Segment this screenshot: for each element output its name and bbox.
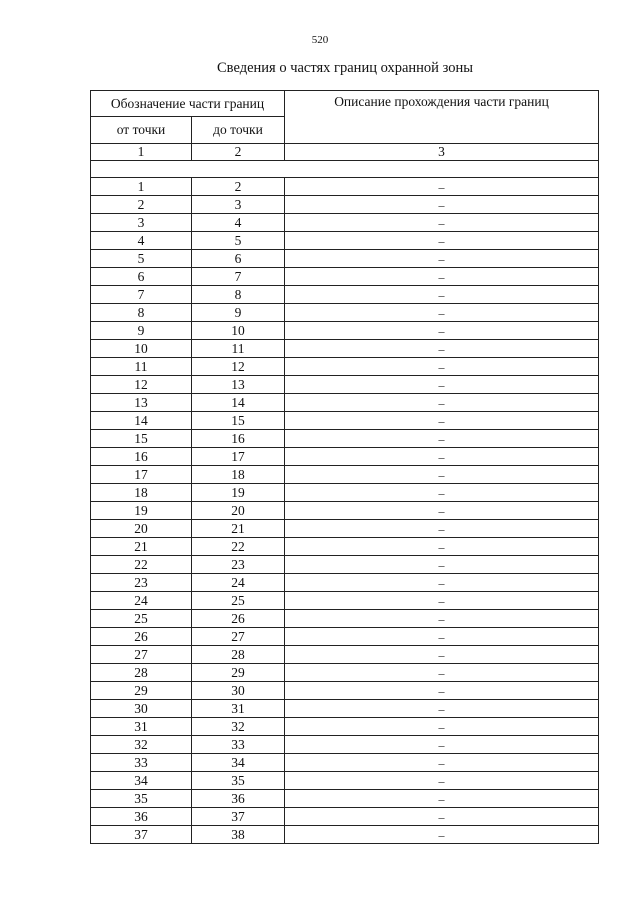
- from-point-cell: 6: [91, 268, 192, 286]
- to-point-cell: 21: [192, 520, 285, 538]
- table-row: [91, 250, 599, 268]
- to-point-cell: 14: [192, 394, 285, 412]
- to-point-cell: 9: [192, 304, 285, 322]
- table-row: [91, 322, 599, 340]
- description-cell: –: [285, 502, 599, 520]
- description-cell: –: [285, 394, 599, 412]
- table-row: [91, 394, 599, 412]
- description-cell: –: [285, 250, 599, 268]
- from-point-cell: 10: [91, 340, 192, 358]
- table-body: [91, 161, 599, 844]
- table-row: [91, 610, 599, 628]
- to-point-cell: 23: [192, 556, 285, 574]
- to-point-cell: 13: [192, 376, 285, 394]
- description-cell: –: [285, 646, 599, 664]
- from-point-cell: 25: [91, 610, 192, 628]
- document-title: Сведения о частях границ охранной зоны: [217, 60, 473, 76]
- table-row: [91, 358, 599, 376]
- table-row: [91, 520, 599, 538]
- to-point-cell: 11: [192, 340, 285, 358]
- from-point-cell: 21: [91, 538, 192, 556]
- description-cell: –: [285, 484, 599, 502]
- description-cell: –: [285, 448, 599, 466]
- to-point-cell: 27: [192, 628, 285, 646]
- header-to-point: до точки: [192, 117, 285, 144]
- header-from-point: от точки: [91, 117, 192, 144]
- from-point-cell: 28: [91, 664, 192, 682]
- description-cell: –: [285, 412, 599, 430]
- description-cell: –: [285, 718, 599, 736]
- table-row: [91, 808, 599, 826]
- boundary-table: [90, 90, 599, 844]
- table-row: [91, 214, 599, 232]
- from-point-cell: 36: [91, 808, 192, 826]
- description-cell: –: [285, 610, 599, 628]
- table-row: [91, 430, 599, 448]
- to-point-cell: 5: [192, 232, 285, 250]
- description-cell: –: [285, 682, 599, 700]
- table-row: [91, 448, 599, 466]
- from-point-cell: 15: [91, 430, 192, 448]
- to-point-cell: 20: [192, 502, 285, 520]
- to-point-cell: 12: [192, 358, 285, 376]
- description-cell: –: [285, 214, 599, 232]
- description-cell: –: [285, 286, 599, 304]
- from-point-cell: 4: [91, 232, 192, 250]
- table-row: [91, 484, 599, 502]
- table-row: [91, 412, 599, 430]
- table-row: [91, 178, 599, 196]
- from-point-cell: 27: [91, 646, 192, 664]
- description-cell: –: [285, 232, 599, 250]
- description-cell: –: [285, 628, 599, 646]
- table-row: [91, 664, 599, 682]
- from-point-cell: 20: [91, 520, 192, 538]
- from-point-cell: 13: [91, 394, 192, 412]
- empty-row: [91, 161, 599, 178]
- from-point-cell: 37: [91, 826, 192, 844]
- table-row: [91, 790, 599, 808]
- to-point-cell: 10: [192, 322, 285, 340]
- description-cell: –: [285, 322, 599, 340]
- from-point-cell: 1: [91, 178, 192, 196]
- to-point-cell: 38: [192, 826, 285, 844]
- description-cell: –: [285, 340, 599, 358]
- from-point-cell: 7: [91, 286, 192, 304]
- description-cell: –: [285, 538, 599, 556]
- table-row: [91, 646, 599, 664]
- table-row: [91, 772, 599, 790]
- to-point-cell: 8: [192, 286, 285, 304]
- header-description: Описание прохождения части границ: [285, 91, 599, 144]
- description-cell: –: [285, 520, 599, 538]
- table-row: [91, 574, 599, 592]
- to-point-cell: 18: [192, 466, 285, 484]
- from-point-cell: 26: [91, 628, 192, 646]
- table-row: [91, 502, 599, 520]
- column-number: 1: [91, 144, 192, 161]
- from-point-cell: 12: [91, 376, 192, 394]
- to-point-cell: 17: [192, 448, 285, 466]
- from-point-cell: 32: [91, 736, 192, 754]
- table-row: [91, 340, 599, 358]
- from-point-cell: 16: [91, 448, 192, 466]
- table-row: [91, 682, 599, 700]
- description-cell: –: [285, 826, 599, 844]
- description-cell: –: [285, 754, 599, 772]
- description-cell: –: [285, 556, 599, 574]
- description-cell: –: [285, 430, 599, 448]
- description-cell: –: [285, 268, 599, 286]
- to-point-cell: 30: [192, 682, 285, 700]
- column-number: 3: [285, 144, 599, 161]
- table-row: [91, 286, 599, 304]
- to-point-cell: 25: [192, 592, 285, 610]
- from-point-cell: 14: [91, 412, 192, 430]
- table-row: [91, 556, 599, 574]
- table-row: [91, 232, 599, 250]
- to-point-cell: 32: [192, 718, 285, 736]
- from-point-cell: 5: [91, 250, 192, 268]
- to-point-cell: 4: [192, 214, 285, 232]
- table-row: [91, 700, 599, 718]
- to-point-cell: 22: [192, 538, 285, 556]
- from-point-cell: 34: [91, 772, 192, 790]
- from-point-cell: 35: [91, 790, 192, 808]
- from-point-cell: 11: [91, 358, 192, 376]
- to-point-cell: 2: [192, 178, 285, 196]
- to-point-cell: 24: [192, 574, 285, 592]
- header-boundary-designation: Обозначение части границ: [91, 91, 285, 117]
- to-point-cell: 28: [192, 646, 285, 664]
- description-cell: –: [285, 304, 599, 322]
- description-cell: –: [285, 772, 599, 790]
- from-point-cell: 17: [91, 466, 192, 484]
- description-cell: –: [285, 574, 599, 592]
- table-row: [91, 196, 599, 214]
- description-cell: –: [285, 376, 599, 394]
- to-point-cell: 15: [192, 412, 285, 430]
- from-point-cell: 29: [91, 682, 192, 700]
- table-row: [91, 826, 599, 844]
- from-point-cell: 23: [91, 574, 192, 592]
- to-point-cell: 7: [192, 268, 285, 286]
- table-row: [91, 268, 599, 286]
- table-row: [91, 736, 599, 754]
- empty-cell: [91, 161, 599, 178]
- to-point-cell: 19: [192, 484, 285, 502]
- from-point-cell: 31: [91, 718, 192, 736]
- description-cell: –: [285, 700, 599, 718]
- description-cell: –: [285, 592, 599, 610]
- from-point-cell: 9: [91, 322, 192, 340]
- table-row: [91, 376, 599, 394]
- to-point-cell: 37: [192, 808, 285, 826]
- to-point-cell: 35: [192, 772, 285, 790]
- description-cell: –: [285, 790, 599, 808]
- description-cell: –: [285, 178, 599, 196]
- description-cell: –: [285, 664, 599, 682]
- table-row: [91, 628, 599, 646]
- description-cell: –: [285, 466, 599, 484]
- table-row: [91, 466, 599, 484]
- to-point-cell: 26: [192, 610, 285, 628]
- from-point-cell: 3: [91, 214, 192, 232]
- table-row: [91, 754, 599, 772]
- to-point-cell: 36: [192, 790, 285, 808]
- from-point-cell: 8: [91, 304, 192, 322]
- from-point-cell: 2: [91, 196, 192, 214]
- table-row: [91, 592, 599, 610]
- description-cell: –: [285, 196, 599, 214]
- from-point-cell: 33: [91, 754, 192, 772]
- to-point-cell: 3: [192, 196, 285, 214]
- to-point-cell: 29: [192, 664, 285, 682]
- to-point-cell: 31: [192, 700, 285, 718]
- table-row: [91, 304, 599, 322]
- table-row: [91, 718, 599, 736]
- to-point-cell: 6: [192, 250, 285, 268]
- to-point-cell: 16: [192, 430, 285, 448]
- to-point-cell: 34: [192, 754, 285, 772]
- page-number: 520: [311, 34, 329, 46]
- description-cell: –: [285, 808, 599, 826]
- from-point-cell: 19: [91, 502, 192, 520]
- to-point-cell: 33: [192, 736, 285, 754]
- description-cell: –: [285, 358, 599, 376]
- from-point-cell: 30: [91, 700, 192, 718]
- description-cell: –: [285, 736, 599, 754]
- table-row: [91, 538, 599, 556]
- from-point-cell: 22: [91, 556, 192, 574]
- from-point-cell: 24: [91, 592, 192, 610]
- from-point-cell: 18: [91, 484, 192, 502]
- column-number: 2: [192, 144, 285, 161]
